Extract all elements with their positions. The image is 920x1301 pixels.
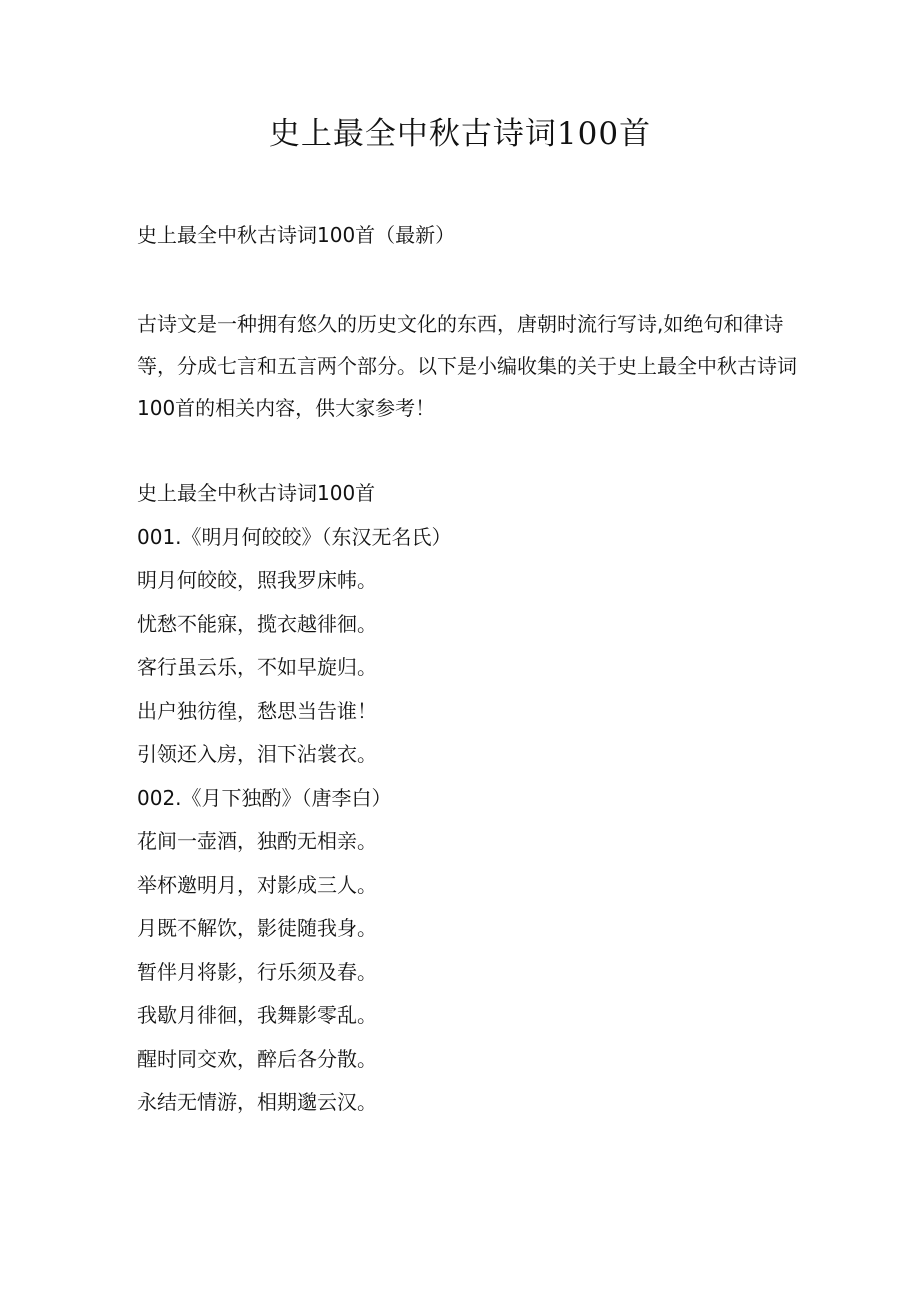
poem-line: 我歇月徘徊，我舞影零乱。 [137, 1003, 377, 1027]
poem-list-heading: 史上最全中秋古诗词100首 [137, 481, 376, 505]
poem-line: 引领还入房，泪下沾裳衣。 [137, 742, 377, 766]
document-title: 史上最全中秋古诗词100首 [268, 116, 652, 152]
poem-list [137, 476, 797, 1129]
poem-line: 明月何皎皎，照我罗床帏。 [137, 568, 377, 592]
poem-001 [137, 520, 797, 781]
poem-line: 客行虽云乐，不如早旋归。 [137, 655, 377, 679]
poem-line: 花间一壶酒，独酌无相亲。 [137, 829, 377, 853]
poem-heading: 001.《明月何皎皎》（东汉无名氏） [137, 524, 452, 549]
document-subtitle: 史上最全中秋古诗词100首（最新） [137, 223, 456, 247]
poem-heading: 002.《月下独酌》（唐李白） [137, 785, 392, 810]
poem-line: 永结无情游，相期邈云汉。 [137, 1090, 377, 1114]
intro-paragraph: 古诗文是一种拥有悠久的历史文化的东西，唐朝时流行写诗,如绝句和律诗等，分成七言和五言两个部分。以下是小编收集的关于史上最全中秋古诗词100首的相关内容，供大家参考！ [137, 312, 797, 420]
poem-line: 暂伴月将影，行乐须及春。 [137, 959, 377, 984]
poem-line: 举杯邀明月，对影成三人。 [137, 872, 377, 897]
poem-line: 月既不解饮，影徒随我身。 [137, 916, 377, 940]
poem-line: 醒时同交欢，醉后各分散。 [137, 1046, 377, 1071]
poem-002 [137, 781, 797, 1129]
poem-line: 出户独彷徨，愁思当告谁！ [137, 698, 377, 723]
poem-line: 忧愁不能寐，揽衣越徘徊。 [137, 611, 377, 636]
